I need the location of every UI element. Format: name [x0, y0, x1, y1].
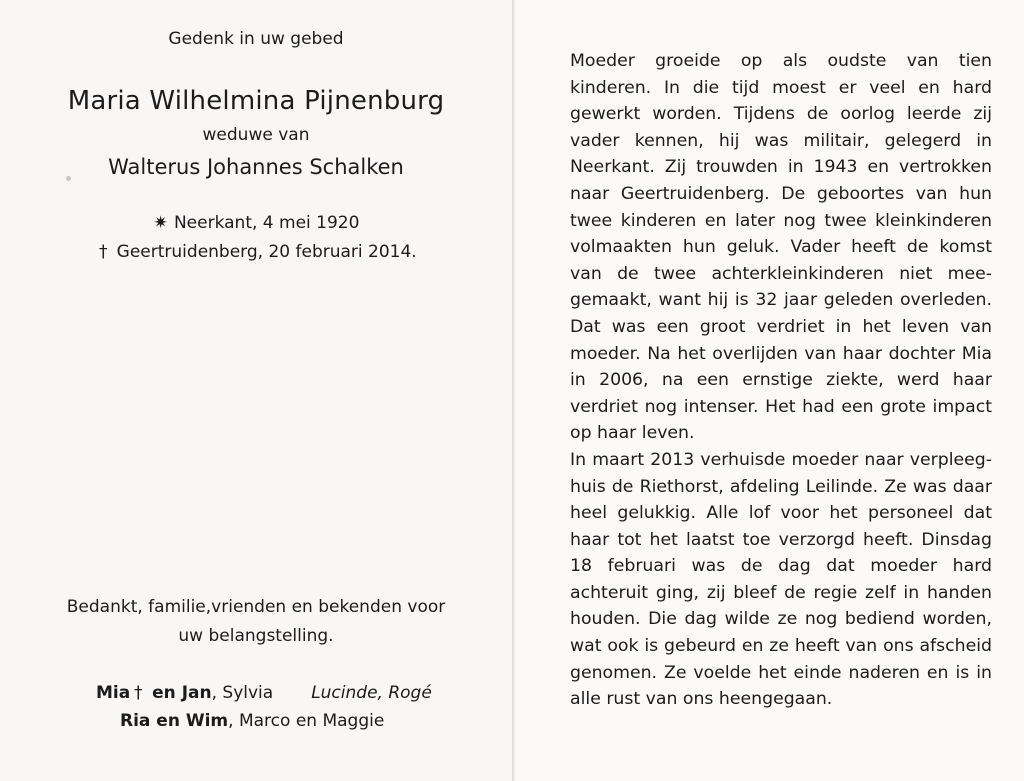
family-name-jan: en Jan: [146, 683, 212, 703]
family-line-2: [120, 711, 384, 731]
story-line: in 2006, na een ernstige ziekte, werd haar: [570, 370, 992, 391]
birth-date: Neerkant, 4 mei 1920: [173, 213, 360, 233]
story-line: vader kennen, hij was militair, gelegerd in: [570, 130, 992, 151]
story-line: van de twee achterkleinkinderen niet mee-: [570, 263, 992, 284]
story-line: kinderen. In die tijd moest er veel en hard: [570, 77, 992, 98]
story-line: moeder. Na het overlijden van haar dochter Mia: [570, 343, 992, 364]
death-line: [0, 242, 512, 262]
story-line: op haar leven.: [570, 423, 695, 444]
card-heading: Gedenk in uw gebed: [168, 29, 344, 49]
story-line: gemaakt, want hij is 32 jaar geleden overleden.: [570, 290, 992, 311]
thanks-line-2: uw belangstelling.: [178, 626, 334, 646]
family-name-sylvia: , Sylvia: [211, 683, 274, 703]
story-line: achteruit ging, zij bleef de regie zelf in handen: [570, 582, 992, 603]
story-line: In maart 2013 verhuisde moeder naar verpleeg-: [570, 449, 992, 470]
death-date: Geertruidenberg, 20 februari 2014.: [116, 242, 417, 262]
birth-line: [0, 213, 512, 233]
story-line: heel gelukkig. Alle lof voor het personeel dat: [570, 503, 992, 524]
story-line: Dat was een groot verdriet in het leven van: [570, 316, 992, 337]
family-name-ria-wim: Ria en Wim: [120, 711, 229, 731]
family-grandchildren-1: Lucinde, Rogé: [311, 683, 432, 703]
husband-name: Walterus Johannes Schalken: [108, 155, 404, 179]
family-grandchildren-2: , Marco en Maggie: [228, 711, 385, 731]
deceased-name: Maria Wilhelmina Pijnenburg: [67, 86, 445, 116]
widow-of-text: weduwe van: [202, 125, 310, 145]
story-line: naar Geertruidenberg. De geboortes van hun: [570, 183, 992, 204]
life-story: [570, 48, 992, 713]
thanks-line-1: Bedankt, familie,vrienden en bekenden voor: [66, 597, 446, 617]
birth-star-icon: ✷: [153, 213, 168, 233]
story-line: twee kinderen en later nog twee kleinkinderen: [570, 210, 992, 231]
story-line: volmaakten hun geluk. Vader heeft de komst: [570, 237, 992, 258]
story-line: Moeder groeide op als oudste van tien: [570, 51, 992, 71]
story-line: alle rust van ons heengegaan.: [570, 689, 833, 710]
death-cross-icon: †: [99, 242, 108, 262]
story-line: wat ook is gebeurd en ze heeft van ons afscheid: [570, 636, 992, 657]
story-line: genomen. Ze voelde het einde naderen en is in: [570, 662, 992, 683]
story-line: haar tot het laatst toe verzorgd heeft. Dinsdag: [570, 529, 992, 550]
story-line: houden. Die dag wilde ze nog bediend worden,: [570, 609, 992, 630]
story-line: gewerkt worden. Tijdens de oorlog leerde zij: [570, 104, 992, 125]
story-line: Neerkant. Zij trouwden in 1943 en vertrokken: [570, 157, 992, 178]
story-line: verdriet nog intenser. Het had een grote impact: [570, 396, 992, 417]
story-line: 18 februari was de dag dat moeder hard: [570, 556, 992, 577]
family-name-mia: Mia: [96, 683, 131, 703]
mia-cross-icon: †: [133, 683, 143, 703]
story-line: huis de Riethorst, afdeling Leilinde. Ze was daar: [570, 476, 992, 497]
family-line-1: [96, 683, 432, 703]
